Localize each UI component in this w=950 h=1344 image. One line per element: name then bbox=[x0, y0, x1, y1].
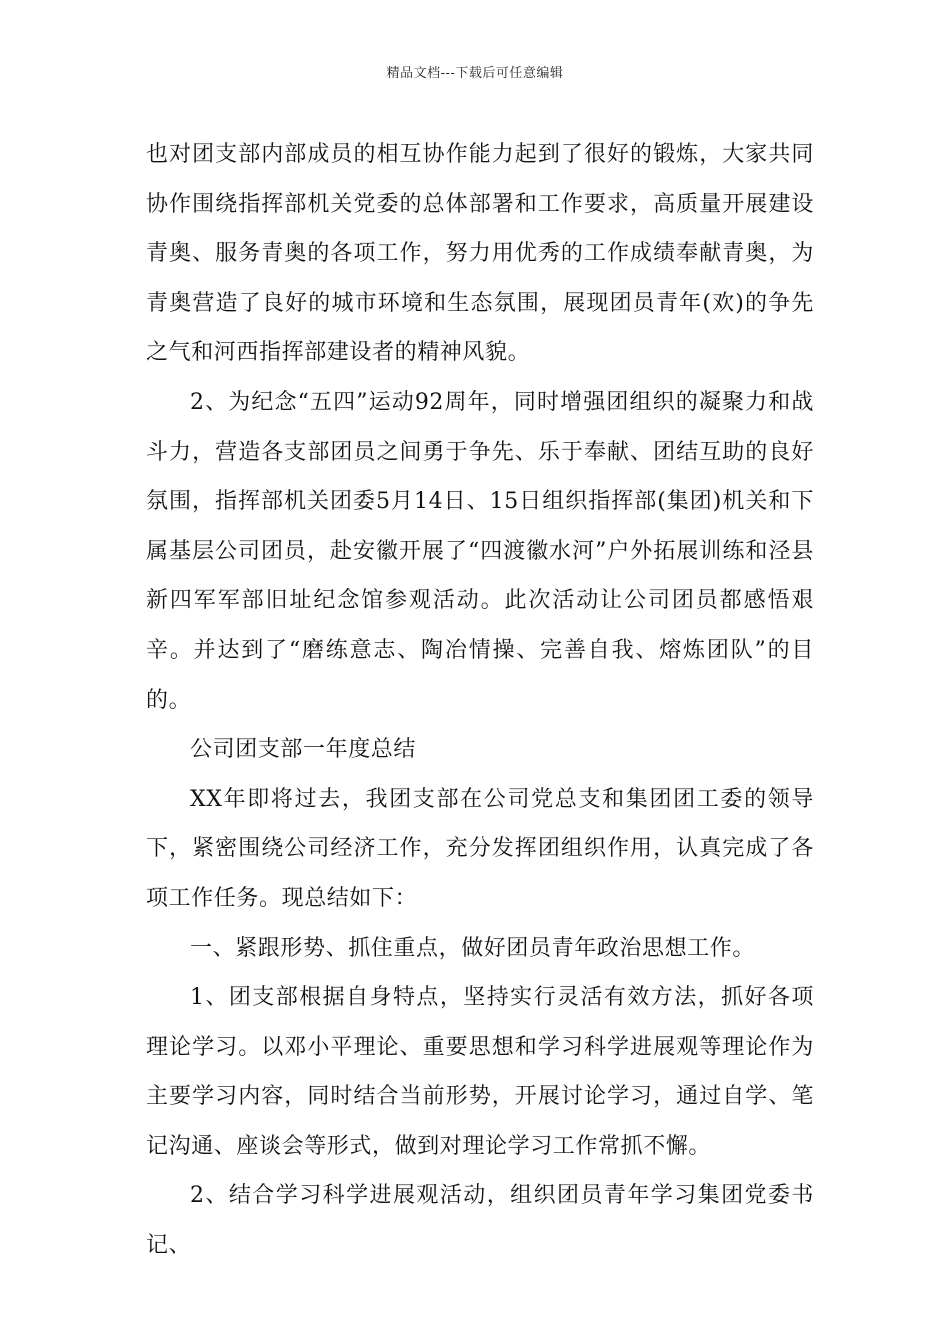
paragraph-intro: XX年即将过去，我团支部在公司党总支和集团团工委的领导下，紧密围绕公司经济工作，充分发挥团组织作用，认真完成了各项工作任务。现总结如下： bbox=[146, 786, 814, 911]
section-heading-1: 一、紧跟形势、抓住重点，做好团员青年政治思想工作。 bbox=[190, 935, 756, 961]
document-body bbox=[146, 130, 814, 1271]
page-header: 精品文档---下载后可任意编辑 bbox=[386, 66, 564, 81]
paragraph-continuation: 也对团支部内部成员的相互协作能力起到了很好的锻炼，大家共同协作围绕指挥部机关党委的总体部署和工作要求，高质量开展建设青奥、服务青奥的各项工作，努力用优秀的工作成绩奉献青奥，为青奥营造了良好的城市环境和生态氛围，展现团员青年(欢)的争先之气和河西指挥部建设者的精神风貌。 bbox=[146, 142, 814, 366]
paragraph-item-2: 2、为纪念“五四”运动92周年，同时增强团组织的凝聚力和战斗力，营造各支部团员之间勇于争先、乐于奉献、团结互助的良好氛围，指挥部机关团委5月14日、15日组织指挥部(集团)机关和下属基层公司团员，赴安徽开展了“四渡徽水河”户外拓展训练和泾县新四军军部旧址纪念馆参观活动。此次活动让公司团员都感悟艰辛。并达到了“磨练意志、陶冶情操、完善自我、熔炼团队”的目的。 bbox=[146, 389, 814, 713]
section-title: 公司团支部一年度总结 bbox=[190, 737, 417, 763]
paragraph-point-2: 2、结合学习科学进展观活动，组织团员青年学习集团党委书记、 bbox=[146, 1183, 814, 1259]
paragraph-point-1: 1、团支部根据自身特点，坚持实行灵活有效方法，抓好各项理论学习。以邓小平理论、重要思想和学习科学进展观等理论作为主要学习内容，同时结合当前形势，开展讨论学习，通过自学、笔记沟通、座谈会等形式，做到对理论学习工作常抓不懈。 bbox=[146, 985, 814, 1159]
